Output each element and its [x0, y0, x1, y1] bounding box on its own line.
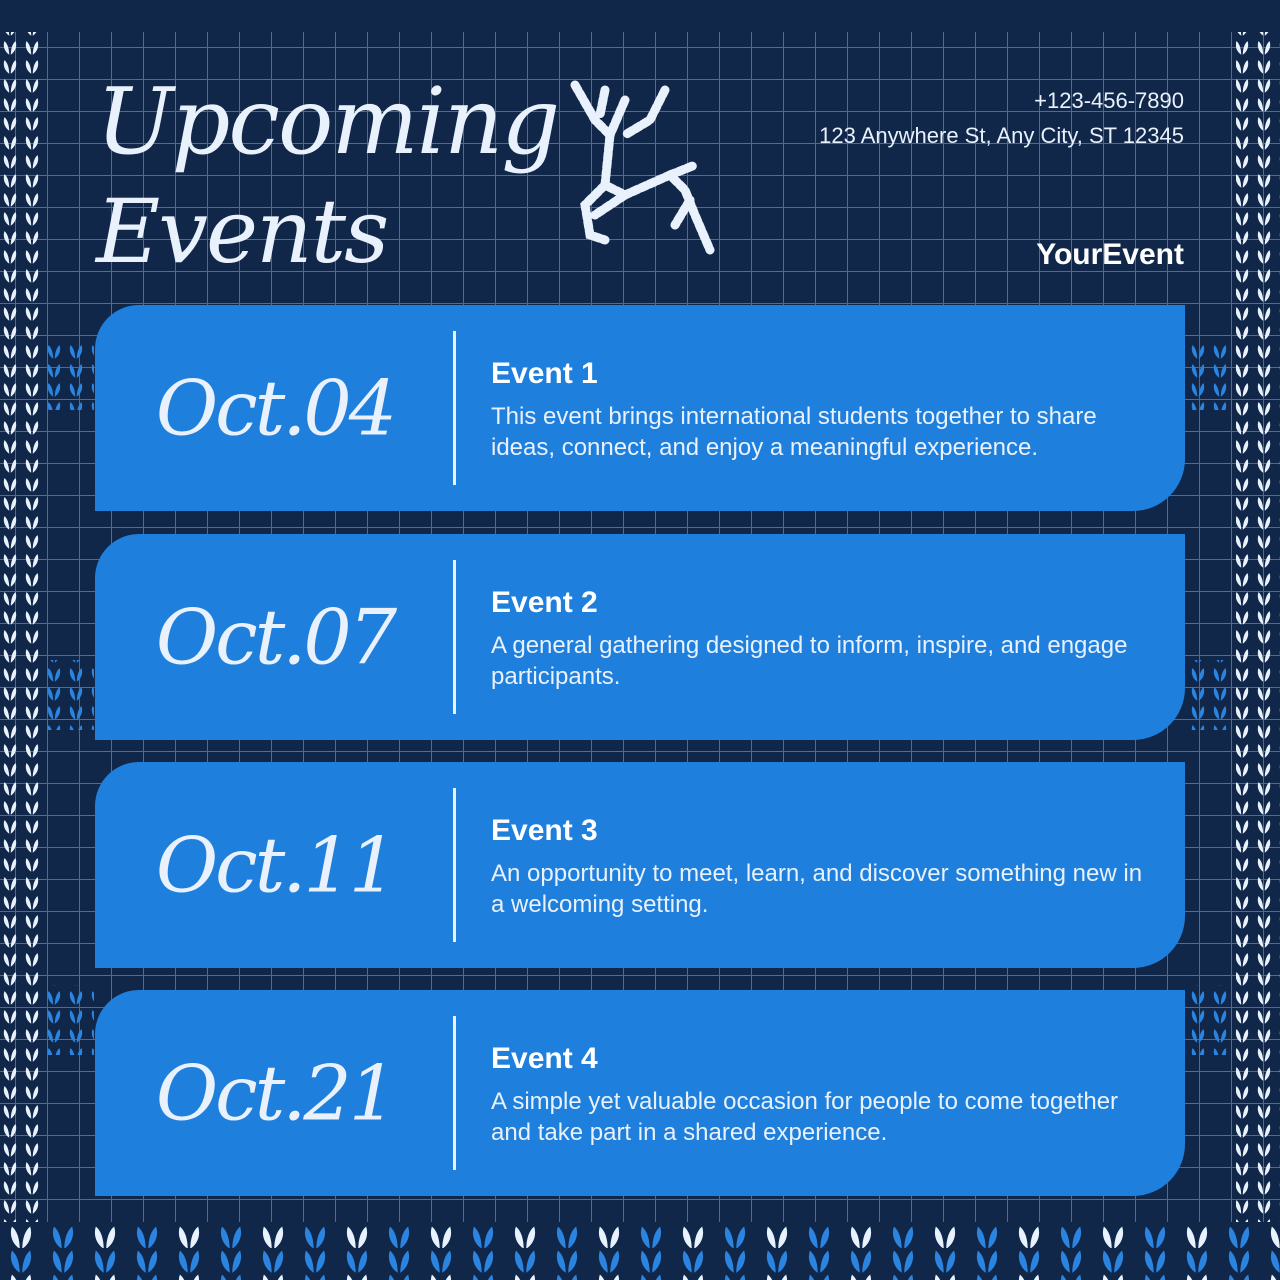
event-card: [95, 990, 1185, 1196]
event-card: [95, 762, 1185, 968]
event-description: An opportunity to meet, learn, and discover something new in a welcoming setting.: [491, 860, 1143, 918]
title-events: Events: [96, 180, 388, 283]
brand-name: YourEvent: [1036, 238, 1184, 271]
event-date: Oct.21: [155, 1048, 395, 1138]
event-date: Oct.07: [155, 592, 395, 682]
event-card: [95, 534, 1185, 740]
event-title: Event 2: [491, 586, 598, 619]
event-date: Oct.04: [155, 363, 395, 453]
event-title: Event 4: [491, 1042, 598, 1075]
event-date: Oct.11: [155, 820, 395, 910]
title-upcoming: Upcoming: [96, 68, 559, 175]
event-card: [95, 305, 1185, 511]
phone-number: +123-456-7890: [1034, 88, 1184, 113]
event-title: Event 3: [491, 814, 598, 847]
address: 123 Anywhere St, Any City, ST 12345: [819, 123, 1184, 148]
divider: [453, 788, 456, 942]
divider: [453, 331, 456, 485]
event-description: A general gathering designed to inform, inspire, and engage participants.: [491, 632, 1128, 690]
event-title: Event 1: [491, 357, 598, 390]
reindeer-icon: [565, 75, 715, 260]
divider: [453, 560, 456, 714]
divider: [453, 1016, 456, 1170]
event-description: This event brings international students together to share ideas, connect, and enjoy a meaningful experience.: [491, 403, 1097, 461]
event-description: A simple yet valuable occasion for people to come together and take part in a shared experience.: [491, 1088, 1119, 1146]
